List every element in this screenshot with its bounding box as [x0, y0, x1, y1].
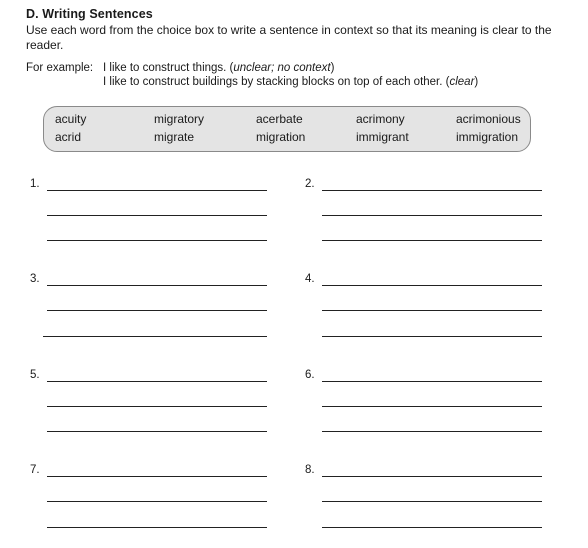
- answer-line[interactable]: [322, 406, 542, 407]
- instructions-text: Use each word from the choice box to write a sentence in context so that its meaning is clear to the reader.: [26, 23, 552, 52]
- example-line-clear: [103, 75, 478, 89]
- answer-line[interactable]: [322, 310, 542, 311]
- answer-line[interactable]: [47, 190, 267, 191]
- answer-line[interactable]: [322, 336, 542, 337]
- answer-line[interactable]: [47, 431, 267, 432]
- answer-line[interactable]: [47, 381, 267, 382]
- answer-line[interactable]: [322, 431, 542, 432]
- choice-word: immigration: [456, 130, 519, 144]
- item-number: 4.: [305, 273, 315, 285]
- answer-line[interactable]: [322, 240, 542, 241]
- item-number: 2.: [305, 178, 315, 190]
- example-note-unclear: unclear; no context: [233, 62, 331, 74]
- answer-line[interactable]: [322, 381, 542, 382]
- answer-line[interactable]: [322, 501, 542, 502]
- item-number: 5.: [30, 369, 40, 381]
- choice-word: acuity: [55, 112, 87, 126]
- answer-line[interactable]: [47, 285, 267, 286]
- choice-word: acrid: [55, 130, 82, 144]
- choice-word: acrimony: [356, 112, 405, 126]
- choice-word: acrimonious: [456, 112, 521, 126]
- answer-line[interactable]: [47, 476, 267, 477]
- answer-line[interactable]: [47, 240, 267, 241]
- choice-word: acerbate: [256, 112, 303, 126]
- word-choice-box: [43, 106, 531, 152]
- answer-line[interactable]: [47, 215, 267, 216]
- item-number: 3.: [30, 273, 40, 285]
- answer-line[interactable]: [47, 527, 267, 528]
- item-number: 1.: [30, 178, 40, 190]
- choice-word: immigrant: [356, 130, 409, 144]
- answer-line[interactable]: [322, 190, 542, 191]
- example-sentence-clear: I like to construct buildings by stacking blocks on top of each other. (: [103, 76, 450, 88]
- example-label: For example:: [26, 62, 94, 74]
- example-paren-close: ): [474, 76, 479, 88]
- answer-line[interactable]: [47, 501, 267, 502]
- example-sentence-unclear: I like to construct things. (: [103, 62, 234, 74]
- answer-line[interactable]: [322, 527, 542, 528]
- example-line-unclear: [103, 61, 334, 75]
- choice-word: migratory: [154, 112, 205, 126]
- answer-line[interactable]: [322, 476, 542, 477]
- answer-line[interactable]: [322, 215, 542, 216]
- item-number: 6.: [305, 369, 315, 381]
- example-paren-close: ): [330, 62, 335, 74]
- item-number: 7.: [30, 464, 40, 476]
- choice-word: migrate: [154, 130, 195, 144]
- item-number: 8.: [305, 464, 315, 476]
- example-note-clear: clear: [449, 76, 475, 88]
- section-heading: D. Writing Sentences: [26, 7, 153, 21]
- answer-line[interactable]: [322, 285, 542, 286]
- choice-word: migration: [256, 130, 306, 144]
- answer-line[interactable]: [47, 310, 267, 311]
- answer-line[interactable]: [47, 406, 267, 407]
- answer-line[interactable]: [43, 336, 267, 337]
